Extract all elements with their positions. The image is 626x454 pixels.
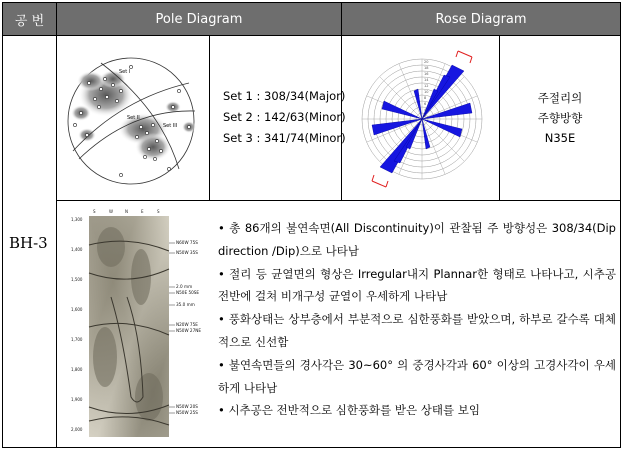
depth-tick: 1,400 bbox=[71, 247, 83, 252]
grid-line bbox=[499, 36, 500, 200]
description-item: • 시추공은 전반적으로 심한풍화를 받은 상태를 보임 bbox=[218, 403, 481, 418]
compass-label: N bbox=[125, 209, 128, 214]
rose-tick: 8 bbox=[424, 96, 427, 100]
rose-tick: 2 bbox=[424, 114, 427, 118]
rose-tick: 4 bbox=[424, 108, 427, 112]
pole-stereonet bbox=[61, 39, 205, 197]
header-rose bbox=[342, 3, 620, 35]
rose-tick: 18 bbox=[424, 66, 429, 70]
core-annotation: N20W 75E bbox=[176, 322, 198, 327]
grid-line bbox=[56, 200, 620, 201]
description-item: • 풍화상태는 상부층에서 부분적으로 심한풍화를 받았으며, 하부로 갈수록 대체적으로 신선함 bbox=[218, 312, 616, 349]
depth-tick: 1,500 bbox=[71, 277, 83, 282]
compass-label: W bbox=[109, 209, 113, 214]
rose-summary-line1: 주절리의 bbox=[537, 91, 583, 105]
compass-label: E bbox=[141, 209, 144, 214]
core-annotation: N50W 27NE bbox=[176, 328, 202, 333]
core-annotation: N50W 25S bbox=[176, 410, 198, 415]
core-scan-image bbox=[71, 207, 207, 439]
header-pole bbox=[57, 3, 341, 35]
depth-tick: 1,800 bbox=[71, 367, 83, 372]
rose-tick: 6 bbox=[424, 102, 427, 106]
core-annotation: N50E 50SE bbox=[176, 290, 200, 295]
description-item: • 총 86개의 불연속면(All Discontinuity)이 관찰됨 주 방향성은 308/34(Dip direction /Dip)으로 나타남 bbox=[218, 221, 616, 258]
description-item: • 불연속면들의 경사각은 30~60° 의 중경사각과 60° 이상의 고경사각이 우세하게 나타남 bbox=[218, 357, 616, 395]
set2-label: Set II bbox=[127, 115, 140, 121]
rose-tick: 20 bbox=[424, 60, 429, 64]
core-annotation: N50W 35S bbox=[176, 250, 198, 255]
set-2: Set 2 : 142/63(Minor) bbox=[223, 110, 346, 124]
rose-tick: 14 bbox=[424, 78, 429, 82]
rose-diagram bbox=[348, 41, 496, 197]
core-annotation: 35.0 mm bbox=[176, 302, 195, 307]
header-rose-label: Rose Diagram bbox=[435, 11, 527, 27]
description-list bbox=[218, 217, 616, 422]
joint-sets bbox=[223, 86, 346, 149]
rose-tick: 12 bbox=[424, 84, 429, 88]
compass-label: S bbox=[157, 209, 160, 214]
depth-tick: 1,300 bbox=[71, 217, 83, 222]
grid-line bbox=[56, 3, 57, 447]
rose-tick: 10 bbox=[424, 90, 429, 94]
rose-summary bbox=[503, 88, 617, 148]
rose-tick: 16 bbox=[424, 72, 429, 76]
compass-label: S bbox=[93, 209, 96, 214]
depth-tick: 1,700 bbox=[71, 337, 83, 342]
set1-label: Set I bbox=[119, 69, 131, 75]
discontinuity-table bbox=[2, 2, 621, 448]
depth-tick: 1,900 bbox=[71, 397, 83, 402]
set-1: Set 1 : 308/34(Major) bbox=[223, 89, 346, 103]
header-hole bbox=[3, 3, 56, 35]
set3-label: Set III bbox=[163, 123, 178, 129]
depth-tick: 2,000 bbox=[71, 427, 83, 432]
header-pole-label: Pole Diagram bbox=[155, 11, 243, 27]
rose-summary-line2: 주향방향 bbox=[537, 111, 583, 125]
set-3: Set 3 : 341/74(Minor) bbox=[223, 131, 346, 145]
grid-line bbox=[209, 36, 210, 200]
description-item: • 절리 등 균열면의 형상은 Irregular내지 Plannar한 형태로 나타나고, 시추공 전반에 걸쳐 비개구성 균열이 우세하게 나타남 bbox=[218, 266, 616, 304]
depth-tick: 1,600 bbox=[71, 307, 83, 312]
core-annotation: N50W 20S bbox=[176, 404, 198, 409]
core-annotation: 2.0 mm bbox=[176, 284, 193, 289]
core-annotation: N60W 75S bbox=[176, 240, 198, 245]
hole-id: BH-3 bbox=[9, 234, 48, 252]
grid-line bbox=[3, 35, 620, 36]
rose-summary-line3: N35E bbox=[544, 131, 576, 145]
header-hole-label: 공 번 bbox=[14, 13, 45, 29]
